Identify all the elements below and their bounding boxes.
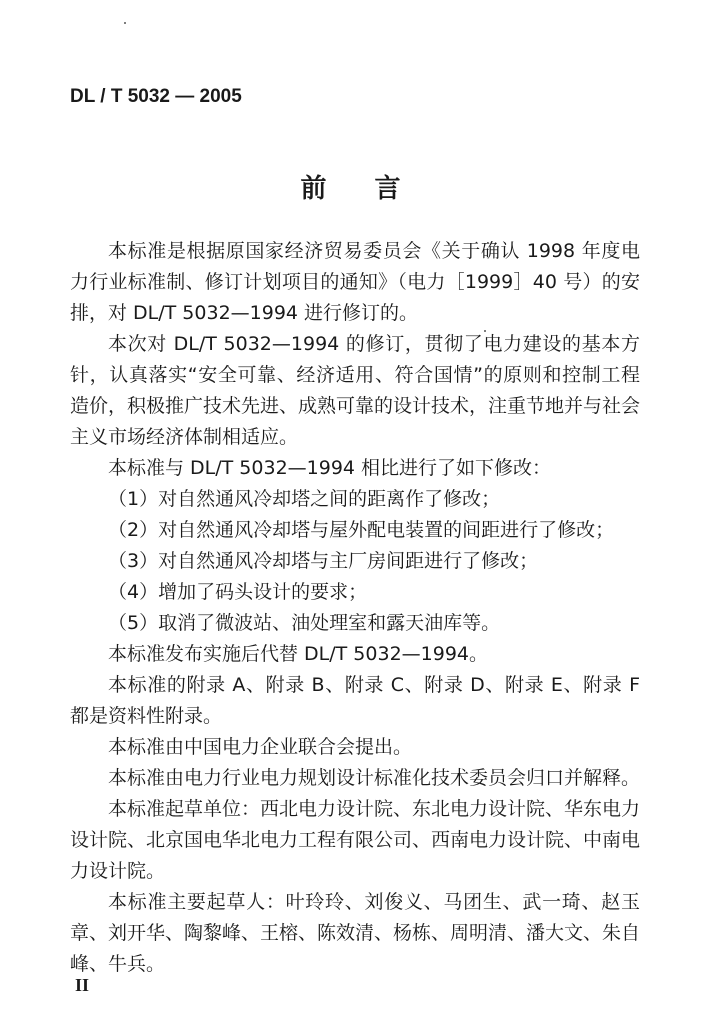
title-char-2: 言 [374, 174, 401, 204]
paragraph-appendices: 本标准的附录 A、附录 B、附录 C、附录 D、附录 E、附录 F 都是资料性附录。 [70, 674, 640, 727]
paragraph-basis: 本标准是根据原国家经济贸易委员会《关于确认 1998 年度电力行业标准制、修订计划项目的通知》（电力［1999］40 号）的安排，对 DL/T 5032—1994 进行修订的。 [70, 240, 640, 324]
change-item-2: （2）对自然通风冷却塔与屋外配电装置的间距进行了修改； [108, 519, 615, 541]
change-item-1: （1）对自然通风冷却塔之间的距离作了修改； [108, 488, 501, 510]
standard-code: DL / T 5032 — 2005 [70, 86, 242, 107]
foreword-body [70, 236, 640, 980]
paragraph-proposed-by: 本标准由中国电力企业联合会提出。 [108, 736, 413, 758]
page-number: II [75, 975, 90, 995]
paragraph-changes-intro: 本标准与 DL/T 5032—1994 相比进行了如下修改： [108, 457, 552, 479]
paragraph-replaces: 本标准发布实施后代替 DL/T 5032—1994。 [108, 643, 489, 665]
paragraph-drafters: 本标准主要起草人：叶玲玲、刘俊义、马团生、武一琦、赵玉章、刘开华、陶黎峰、王榕、陈效清、杨栋、周明清、潘大文、朱自峰、牛兵。 [70, 891, 641, 975]
title-char-1: 前 [300, 174, 327, 204]
change-item-4: （4）增加了码头设计的要求； [108, 581, 368, 603]
change-item-5: （5）取消了微波站、油处理室和露天油库等。 [108, 612, 501, 634]
page-title [0, 168, 701, 205]
scan-speck [124, 22, 126, 24]
scan-speck [484, 330, 486, 332]
change-item-3: （3）对自然通风冷却塔与主厂房间距进行了修改； [108, 550, 539, 572]
paragraph-drafting-units: 本标准起草单位：西北电力设计院、东北电力设计院、华东电力设计院、北京国电华北电力工程有限公司、西南电力设计院、中南电力设计院。 [70, 798, 641, 882]
paragraph-interpretation: 本标准由电力行业电力规划设计标准化技术委员会归口并解释。 [108, 767, 641, 789]
paragraph-revision-principles: 本次对 DL/T 5032—1994 的修订，贯彻了电力建设的基本方针，认真落实“安全可靠、经济适用、符合国情”的原则和控制工程造价，积极推广技术先进、成熟可靠的设计技术，注重节地并与社会主义市场经济体制相适应。 [70, 333, 641, 448]
